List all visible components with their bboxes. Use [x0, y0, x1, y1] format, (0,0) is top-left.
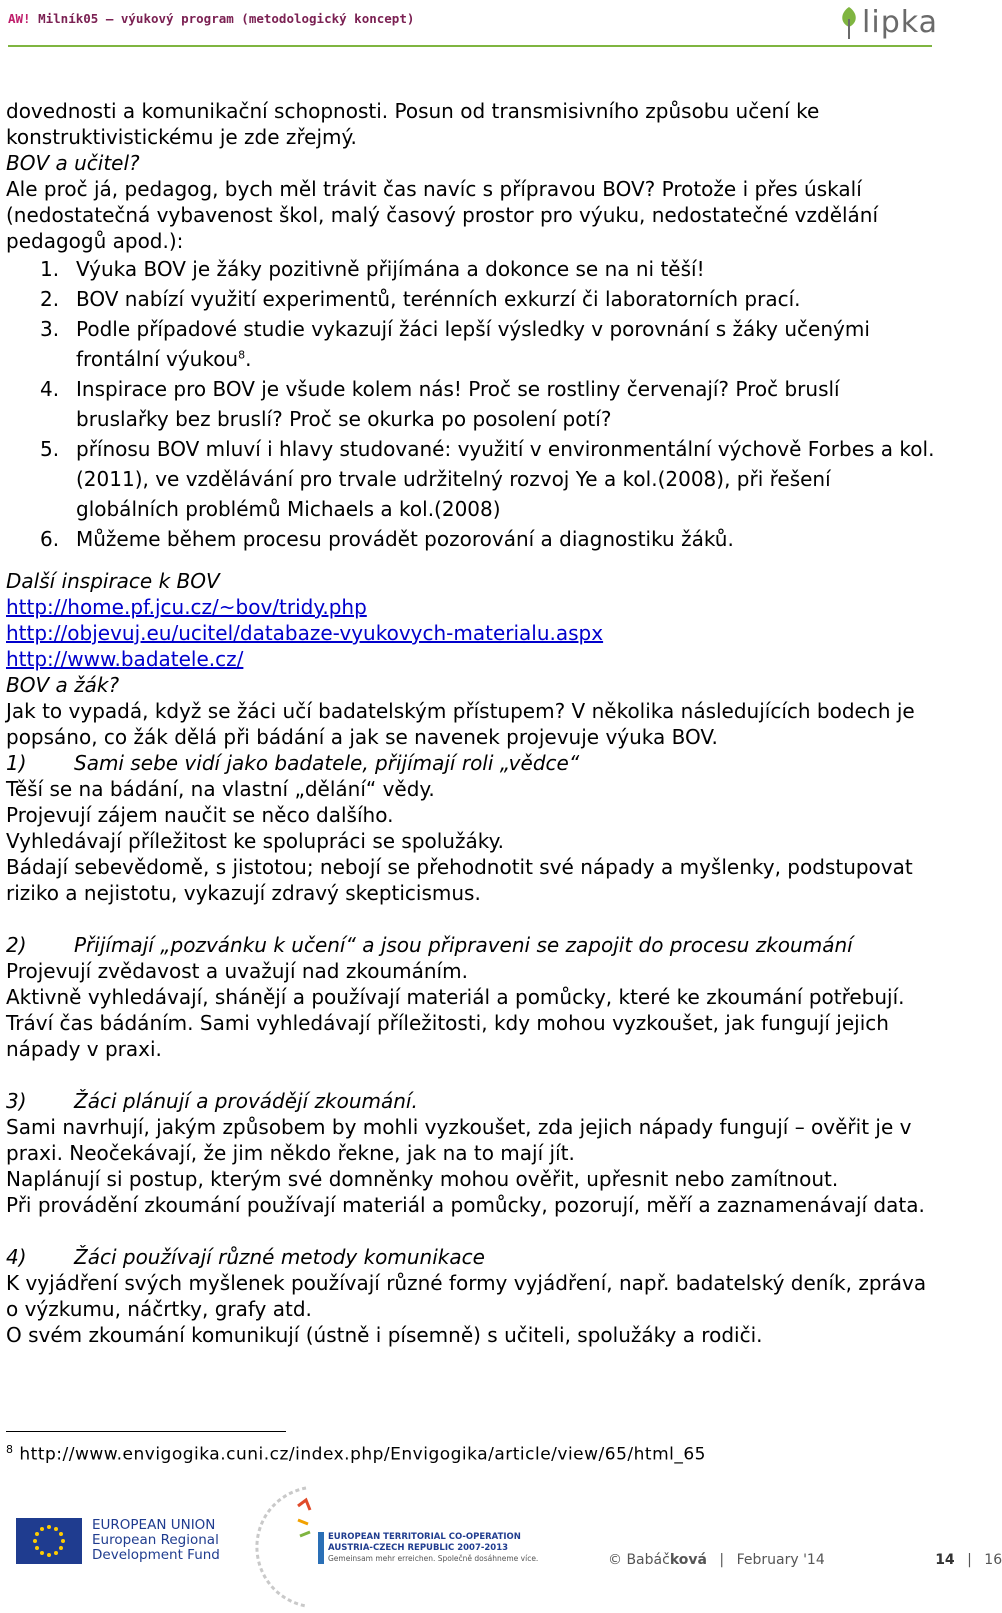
list-text: BOV nabízí využití experimentů, terénních exkurzí či laboratorních prací.	[76, 287, 801, 311]
paragraph: O svém zkoumání komunikují (ústně i písemně) s učiteli, spolužáky a rodiči.	[6, 1323, 763, 1347]
footnote-ref[interactable]: 8	[238, 348, 246, 362]
logo-text: lipka	[862, 4, 938, 40]
link-badatele[interactable]: http://www.badatele.cz/	[6, 647, 244, 671]
footnote-number: 8	[6, 1443, 14, 1456]
title-prefix: AW!	[8, 11, 31, 26]
document-body	[6, 98, 936, 1348]
footnote-text[interactable]: http://www.envigogika.cuni.cz/index.php/Envigogika/article/view/65/html_65	[19, 1444, 706, 1465]
document-title	[8, 11, 414, 26]
list-item	[6, 284, 936, 314]
subheading-4: 4) Žáci používají různé metody komunikace	[6, 1245, 485, 1269]
paragraph: dovednosti a komunikační schopnosti. Posun od transmisivního způsobu učení ke konstruktivistickému je zde zřejmý.	[6, 99, 820, 149]
inspiration-heading: Další inspirace k BOV	[6, 569, 220, 593]
paragraph: Tráví čas bádáním. Sami vyhledávají příležitosti, kdy mohou vyzkoušet, jak fungují jejich nápady v praxi.	[6, 1011, 889, 1061]
eu-fund-label: EUROPEAN UNION European Regional Development Fund	[92, 1517, 220, 1563]
footnote-divider	[6, 1431, 286, 1432]
link-bov-tridy[interactable]: http://home.pf.jcu.cz/~bov/tridy.php	[6, 595, 367, 619]
paragraph: Projevují zájem naučit se něco dalšího.	[6, 803, 394, 827]
reasons-list	[6, 254, 936, 554]
author-name: Babáčková	[626, 1552, 707, 1568]
list-item	[6, 524, 936, 554]
list-number: 1.	[40, 257, 60, 281]
link-objevuj[interactable]: http://objevuj.eu/ucitel/databaze-vyukovych-materialu.aspx	[6, 621, 604, 645]
paragraph: Projevují zvědavost a uvažují nad zkoumáním.	[6, 959, 468, 983]
list-text: Můžeme během procesu provádět pozorování a diagnostiku žáků.	[76, 527, 734, 551]
list-number: 4.	[40, 377, 60, 401]
list-text: Inspirace pro BOV je všude kolem nás! Proč se rostliny červenají? Proč bruslí bruslařky bez bruslí? Proč se okurka po posolení potí?	[76, 377, 840, 431]
paragraph: K vyjádření svých myšlenek používají různé formy vyjádření, např. badatelský deník, zpráva o výzkumu, náčrtky, grafy atd.	[6, 1271, 927, 1321]
list-number: 6.	[40, 527, 60, 551]
section-heading-pupil: BOV a žák?	[6, 673, 120, 697]
list-item	[6, 374, 936, 434]
page-total: 16	[984, 1552, 1002, 1568]
footnote	[6, 1443, 706, 1465]
subheading-1: 1) Sami sebe vidí jako badatele, přijímají roli „vědce“	[6, 751, 580, 775]
page-header	[0, 0, 960, 44]
cooperation-seal-icon	[240, 1480, 312, 1612]
list-text: přínosu BOV mluví i hlavy studované: využití v environmentální výchově Forbes a kol. (2011), ve vzdělávání pro trvale udržitelný rozvoj Ye a kol.(2008), při řešení globálních problémů Michaels a kol.(2008)	[76, 437, 935, 521]
paragraph: Jak to vypadá, když se žáci učí badatelským přístupem? V několika následujících bodech je popsáno, co žák dělá při bádání a jak se navenek projevuje výuka BOV.	[6, 699, 915, 749]
page-footer	[0, 1480, 1002, 1613]
paragraph: Sami navrhují, jakým způsobem by mohli vyzkoušet, zda jejich nápady fungují – ověřit je v praxi. Neočekávají, že jim někdo řekne, jak na to mají jít.	[6, 1115, 912, 1165]
paragraph: Bádají sebevědomě, s jistotou; nebojí se přehodnotit své nápady a myšlenky, podstupovat riziko a nejistotu, vykazují zdravý skepticismus.	[6, 855, 913, 905]
title-rest: Milník05 – výukový program (metodologický koncept)	[30, 11, 415, 26]
list-number: 3.	[40, 317, 60, 341]
paragraph: Vyhledávají příležitost ke spolupráci se spolužáky.	[6, 829, 504, 853]
list-number: 2.	[40, 287, 60, 311]
etc-programme-logo: EUROPEAN TERRITORIAL CO-OPERATION AUSTRIA-CZECH REPUBLIC 2007-2013 Gemeinsam mehr erreichen. Společně dosáhneme více.	[318, 1532, 528, 1564]
subheading-2: 2) Přijímají „pozvánku k učení“ a jsou připraveni se zapojit do procesu zkoumání	[6, 933, 853, 957]
lipka-logo	[838, 0, 938, 44]
paragraph: Při provádění zkoumání používají materiál a pomůcky, pozorují, měří a zaznamenávají data.	[6, 1193, 925, 1217]
list-suffix: .	[245, 347, 252, 371]
list-item	[6, 434, 936, 524]
section-heading-teacher: BOV a učitel?	[6, 151, 140, 175]
leaf-icon	[838, 5, 860, 39]
subheading-3: 3) Žáci plánují a provádějí zkoumání.	[6, 1089, 418, 1113]
paragraph: Naplánují si postup, kterým své domněnky mohou ověřit, upřesnit nebo zamítnout.	[6, 1167, 839, 1191]
paragraph: Aktivně vyhledávají, shánějí a používají materiál a pomůcky, které ke zkoumání potřebují.	[6, 985, 905, 1009]
header-divider	[8, 45, 932, 47]
eu-flag-icon	[16, 1518, 82, 1564]
paragraph: Ale proč já, pedagog, bych měl trávit čas navíc s přípravou BOV? Protože i přes úskalí (nedostatečná vybavenost škol, malý časový prostor pro výuku, nedostatečné vzdělání pedagogů apod.):	[6, 177, 879, 253]
list-number: 5.	[40, 437, 60, 461]
list-text: Výuka BOV je žáky pozitivně přijímána a dokonce se na ni těší!	[76, 257, 705, 281]
page-number: 14	[935, 1552, 955, 1568]
paragraph: Těší se na bádání, na vlastní „dělání“ vědy.	[6, 777, 435, 801]
list-item	[6, 314, 936, 374]
list-text: Podle případové studie vykazují žáci lepší výsledky v porovnání s žáky učenými frontální výukou	[76, 317, 870, 371]
footer-meta: © Babáčková | February '14 14 | 16	[608, 1552, 1002, 1568]
list-item	[6, 254, 936, 284]
copyright-sign: ©	[608, 1552, 622, 1568]
footer-date: February '14	[736, 1552, 825, 1568]
